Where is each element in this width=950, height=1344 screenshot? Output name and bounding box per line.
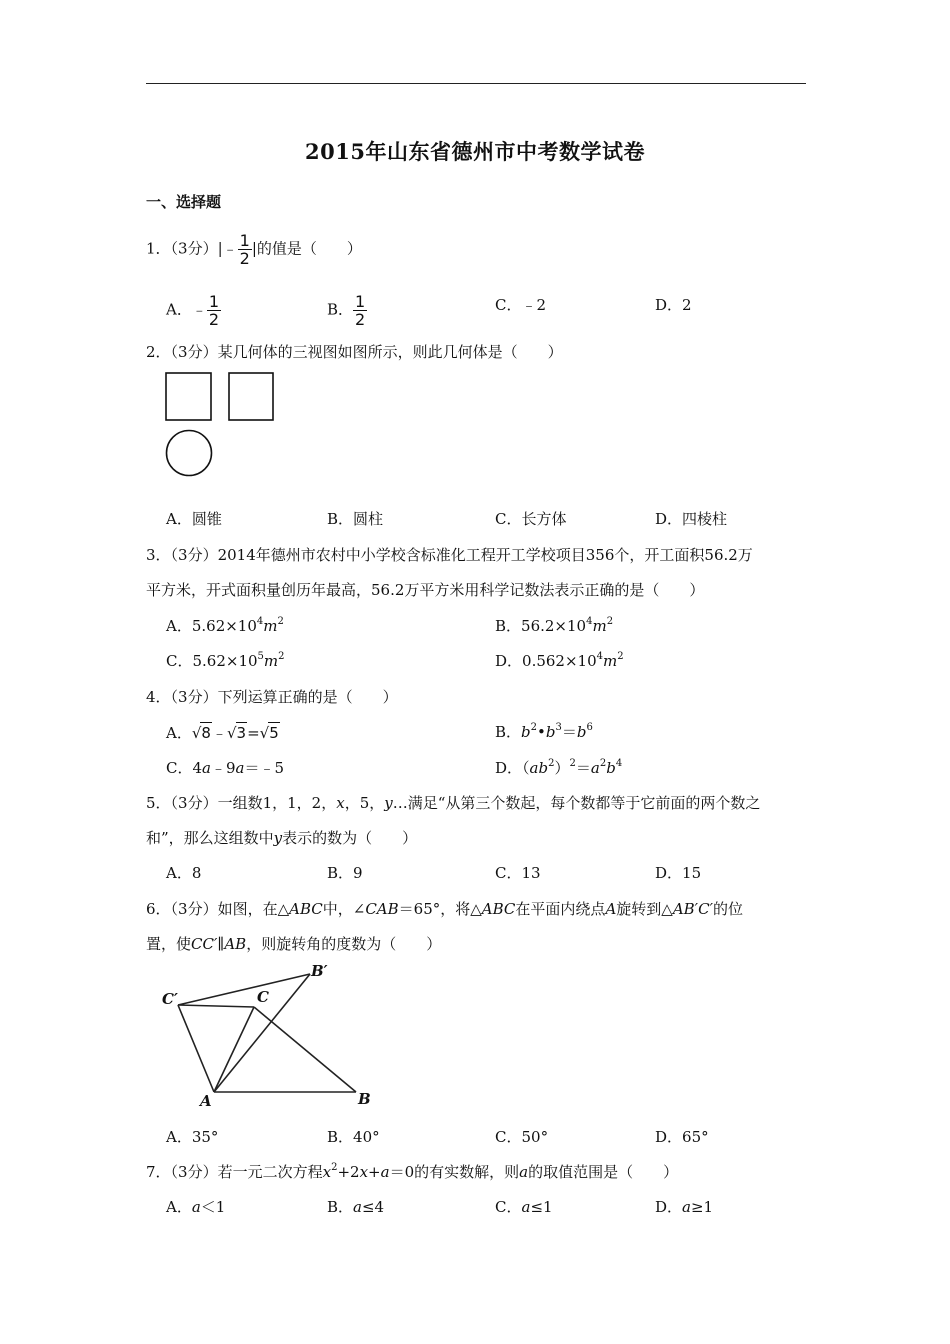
label-a: A bbox=[200, 1092, 212, 1110]
question-3-line-2: 平方米，开式面积量创历年最高，56.2万平方米用科学记数法表示正确的是（ ） bbox=[146, 581, 705, 599]
question-4: 4．（3分）下列运算正确的是（ ） bbox=[146, 688, 398, 706]
fraction: $\frac{1}{2}$ bbox=[239, 231, 250, 268]
segment-cp-bp bbox=[178, 974, 310, 1005]
q1-option-d[interactable]: D．2 bbox=[655, 296, 692, 314]
question-5-line-2: 和”，那么这组数中y表示的数为（ ） bbox=[146, 829, 418, 847]
q1-option-b[interactable]: B． $\frac{1}{2}$ bbox=[327, 292, 366, 329]
front-view-square bbox=[166, 373, 211, 420]
q6-option-c[interactable]: C．50° bbox=[495, 1128, 549, 1146]
sqrt-3: √3 bbox=[226, 724, 247, 742]
segment-cp-a bbox=[178, 1005, 214, 1092]
q2-option-b[interactable]: B．圆柱 bbox=[327, 510, 384, 528]
q4-option-b[interactable]: B．$b^2•b^3=b^6$ bbox=[495, 722, 593, 741]
label-b: B bbox=[358, 1090, 371, 1108]
sqrt-8: √8 bbox=[191, 724, 211, 742]
segment-c-b bbox=[254, 1007, 356, 1092]
label-b-prime: B′ bbox=[311, 962, 328, 980]
sqrt-5: √5 bbox=[259, 724, 279, 742]
q2-option-c[interactable]: C．长方体 bbox=[495, 510, 567, 528]
q5-option-a[interactable]: A．8 bbox=[166, 864, 202, 882]
label-c-prime: C′ bbox=[162, 990, 178, 1008]
q6-option-b[interactable]: B．40° bbox=[327, 1128, 380, 1146]
side-view-square bbox=[229, 373, 273, 420]
q7-option-b[interactable]: B．a≤4 bbox=[327, 1198, 385, 1216]
three-view-figure bbox=[164, 371, 276, 477]
top-view-circle bbox=[167, 431, 212, 476]
q5-option-b[interactable]: B．9 bbox=[327, 864, 363, 882]
q3-option-b[interactable]: B．$56.2\times 10^4m^2$ bbox=[495, 616, 614, 635]
q5-option-d[interactable]: D．15 bbox=[655, 864, 702, 882]
q1-option-a[interactable]: A．﹣ $\frac{1}{2}$ bbox=[166, 292, 220, 329]
rotation-figure bbox=[158, 960, 388, 1110]
question-6-line-2: 置，使CC′∥AB，则旋转角的度数为（ ） bbox=[146, 935, 442, 953]
q6-option-d[interactable]: D．65° bbox=[655, 1128, 709, 1146]
question-3-line-1: 3．（3分）2014年德州市农村中小学校含标准化工程开工学校项目356个，开工面积56.2万 bbox=[146, 546, 753, 564]
q1-option-c[interactable]: C．﹣2 bbox=[495, 296, 547, 314]
q7-option-d[interactable]: D．a≥1 bbox=[655, 1198, 714, 1216]
question-2: 2．（3分）某几何体的三视图如图所示，则此几何体是（ ） bbox=[146, 343, 563, 361]
question-7: 7．（3分）若一元二次方程$x^2+2x+a=0$的有实数解，则a的取值范围是（ ） bbox=[146, 1162, 679, 1181]
page-title: 2015年山东省德州市中考数学试卷 bbox=[305, 139, 645, 164]
q3-option-d[interactable]: D．$0.562\times 10^4m^2$ bbox=[495, 651, 624, 670]
label-c: C bbox=[257, 988, 269, 1006]
header-rule bbox=[146, 83, 806, 84]
q2-option-a[interactable]: A．圆锥 bbox=[166, 510, 222, 528]
section-heading-choice: 一、选择题 bbox=[146, 193, 222, 211]
q6-option-a[interactable]: A．35° bbox=[166, 1128, 219, 1146]
question-6-line-1: 6．（3分）如图，在△ABC中，∠CAB＝65°，将△ABC在平面内绕点A旋转到△AB′C′的位 bbox=[146, 900, 743, 918]
question-5-line-1: 5．（3分）一组数1，1，2，x，5，y…满足“从第三个数起，每个数都等于它前面的两个数之 bbox=[146, 794, 761, 812]
q3-option-c[interactable]: C．$5.62\times 10^5m^2$ bbox=[166, 651, 285, 670]
segment-cp-c bbox=[178, 1005, 254, 1007]
q4-option-c[interactable]: C．4a﹣9a＝﹣5 bbox=[166, 759, 285, 777]
q4-option-d[interactable]: D．$(ab^2)^2=a^2b^4$ bbox=[495, 758, 623, 777]
question-1: 1．（3分）|﹣ $\frac{1}{2}$ |的值是（ ） bbox=[146, 231, 362, 268]
q3-option-a[interactable]: A．$5.62\times 10^4m^2$ bbox=[166, 616, 284, 635]
q5-option-c[interactable]: C．13 bbox=[495, 864, 541, 882]
q7-option-c[interactable]: C．a≤1 bbox=[495, 1198, 553, 1216]
q2-option-d[interactable]: D．四棱柱 bbox=[655, 510, 728, 528]
q4-option-a[interactable]: A．√8﹣√3=√5 bbox=[166, 724, 279, 742]
q7-option-a[interactable]: A．a＜1 bbox=[166, 1198, 226, 1216]
